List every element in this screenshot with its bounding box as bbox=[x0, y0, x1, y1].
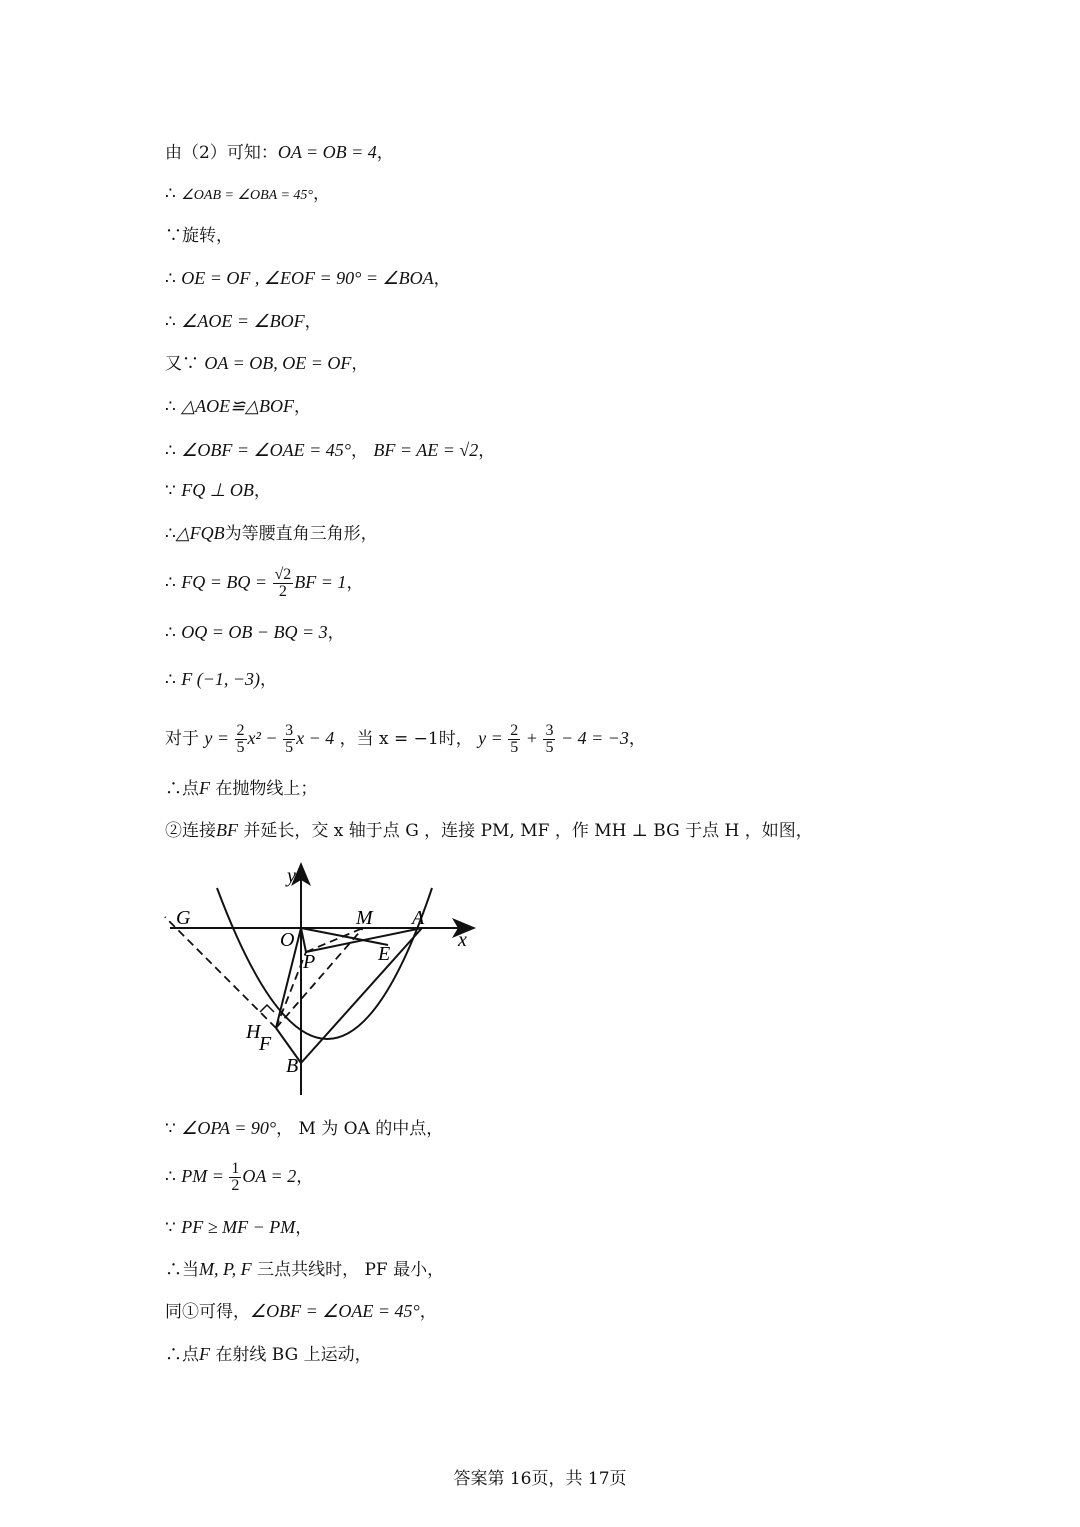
fraction bbox=[508, 723, 520, 756]
math-expr: F bbox=[199, 1344, 210, 1364]
denominator: 5 bbox=[236, 739, 245, 756]
line-prefix: ∴ bbox=[165, 573, 182, 593]
text-line-9 bbox=[165, 479, 271, 502]
line-prefix: 同①可得， bbox=[165, 1302, 250, 1322]
text-line-3 bbox=[165, 225, 233, 247]
label-e: E bbox=[378, 943, 391, 965]
label-h: H bbox=[246, 1021, 261, 1043]
line-suffix: ， bbox=[293, 397, 311, 417]
line-prefix: ∴点 bbox=[165, 779, 199, 799]
label-b: B bbox=[286, 1055, 299, 1077]
line-prefix: ∴当 bbox=[165, 1260, 199, 1280]
text-line-17 bbox=[165, 1258, 444, 1281]
right-angle-mark bbox=[260, 1005, 274, 1012]
line-prefix: ∴ bbox=[165, 397, 182, 417]
ray-bg-dashed bbox=[165, 917, 276, 1028]
text-line-15 bbox=[165, 1117, 443, 1140]
line-suffix: 三点共线时， PF 最小， bbox=[251, 1260, 445, 1280]
math-expr: y = bbox=[204, 728, 234, 748]
math-expr: PM = bbox=[181, 1166, 229, 1186]
text-line-8 bbox=[165, 439, 495, 462]
math-expr: OQ = OB − BQ = 3 bbox=[181, 622, 328, 642]
line-suffix: ， bbox=[253, 481, 271, 501]
text-line-12 bbox=[165, 668, 277, 691]
math-expr: △AOE≌△BOF bbox=[181, 396, 294, 416]
label-g: G bbox=[176, 907, 191, 929]
line-prefix: ∴ bbox=[165, 312, 182, 332]
line-suffix: ， bbox=[295, 1218, 313, 1238]
text-line-5 bbox=[165, 310, 322, 333]
line-prefix: ②连接 bbox=[165, 821, 216, 841]
math-expr: BF bbox=[216, 820, 238, 840]
math-expr: ∠OBF = ∠OAE = 45° bbox=[181, 440, 351, 460]
text-line-19 bbox=[165, 1343, 372, 1366]
numerator: 3 bbox=[545, 722, 554, 739]
line-suffix: ， bbox=[351, 354, 369, 374]
fraction bbox=[543, 723, 555, 756]
label-a: A bbox=[412, 907, 425, 929]
line-prefix: 对于 bbox=[165, 729, 205, 749]
math-expr: − 4 = −3 bbox=[556, 728, 629, 748]
math-expr: M, P, F bbox=[199, 1259, 252, 1279]
math-expr: PF ≥ MF − PM bbox=[181, 1217, 296, 1237]
denominator: 2 bbox=[278, 583, 287, 600]
math-expr: FQ ⊥ OB bbox=[181, 480, 254, 500]
text-line-13 bbox=[165, 777, 317, 800]
math-expr-bf-ae: BF = AE = √2 bbox=[373, 440, 479, 460]
denominator: 2 bbox=[231, 1177, 240, 1194]
fraction bbox=[283, 723, 295, 756]
denominator: 5 bbox=[510, 739, 519, 756]
numerator: 1 bbox=[231, 1160, 240, 1177]
fraction bbox=[229, 1161, 241, 1194]
line-prefix: ∵ bbox=[165, 481, 182, 501]
line-prefix: ∴ bbox=[165, 623, 182, 643]
math-expr: OE = OF , ∠EOF = 90° = ∠BOA bbox=[181, 268, 434, 288]
label-m: M bbox=[356, 907, 373, 929]
math-expr: + bbox=[521, 728, 543, 748]
line-prefix: ∴点 bbox=[165, 1345, 199, 1365]
line-suffix: ， bbox=[260, 670, 278, 690]
text-line-1 bbox=[165, 141, 394, 164]
label-y: y bbox=[287, 865, 296, 887]
math-expr: ∠OAB = ∠OBA = 45° bbox=[181, 188, 314, 203]
line-suffix: ， bbox=[313, 184, 331, 204]
line-prefix: 又∵ bbox=[165, 354, 205, 374]
denominator: 5 bbox=[285, 739, 294, 756]
line-prefix: ∴ bbox=[165, 1167, 182, 1187]
line-suffix: ， bbox=[296, 1167, 314, 1187]
parabola-curve bbox=[217, 888, 432, 1039]
line-suffix: ， bbox=[327, 623, 345, 643]
math-expr: BF = 1 bbox=[294, 572, 347, 592]
math-expr: ∠OBF = ∠OAE = 45° bbox=[250, 1301, 420, 1321]
text-line-parabola bbox=[165, 718, 646, 759]
numerator: 2 bbox=[510, 722, 519, 739]
line-prefix: ∴ bbox=[165, 184, 182, 204]
math-expr: △FQB bbox=[175, 523, 225, 543]
math-expr: y = bbox=[478, 728, 508, 748]
line-prefix: ∵ bbox=[165, 1218, 182, 1238]
math-expr: F (−1, −3) bbox=[181, 669, 261, 689]
line-suffix: ， bbox=[376, 143, 394, 163]
text-line-14 bbox=[165, 819, 813, 842]
numerator: 3 bbox=[285, 722, 294, 739]
fraction bbox=[235, 723, 247, 756]
math-expr: ∠AOE = ∠BOF bbox=[181, 311, 305, 331]
label-p: P bbox=[303, 951, 316, 973]
math-expr: OA = 2 bbox=[242, 1166, 297, 1186]
fraction bbox=[273, 567, 294, 600]
text-line-pm bbox=[165, 1156, 313, 1197]
line-suffix: ， bbox=[628, 729, 646, 749]
label-f: F bbox=[259, 1033, 272, 1055]
math-expr: FQ = BQ = bbox=[181, 572, 272, 592]
line-prefix: ∵旋转， bbox=[165, 226, 233, 246]
label-o: O bbox=[280, 929, 295, 951]
segment-ab bbox=[301, 928, 422, 1063]
text-line-7 bbox=[165, 395, 311, 418]
math-expr: x² − bbox=[247, 728, 283, 748]
math-expr: OA = OB, OE = OF bbox=[204, 353, 352, 373]
text-line-10 bbox=[165, 522, 378, 545]
line-suffix: 并延长，交 x 轴于点 G ，连接 PM, MF ，作 MH ⊥ BG 于点 H ，如图， bbox=[238, 821, 813, 841]
math-expr: x − 4 bbox=[296, 728, 335, 748]
label-x: x bbox=[458, 929, 467, 951]
line-prefix: ∴ bbox=[165, 441, 182, 461]
text-line-fq bbox=[165, 562, 363, 603]
math-expr: OA = OB = 4 bbox=[277, 142, 377, 162]
denominator: 5 bbox=[545, 739, 554, 756]
text-line-18 bbox=[165, 1300, 437, 1323]
line-suffix: ， bbox=[478, 441, 496, 461]
line-suffix: 在射线 BG 上运动， bbox=[210, 1345, 372, 1365]
numerator: √2 bbox=[274, 566, 292, 583]
math-expr: ∠OPA = 90° bbox=[181, 1118, 277, 1138]
line-suffix: ， M 为 OA 的中点， bbox=[276, 1119, 444, 1139]
numerator: 2 bbox=[236, 722, 245, 739]
line-middle: ，当 x = −1时， bbox=[334, 729, 479, 749]
line-suffix: ， bbox=[304, 312, 322, 332]
line-prefix: ∵ bbox=[165, 1119, 182, 1139]
text-line-4 bbox=[165, 267, 451, 290]
parabola-figure bbox=[160, 860, 490, 1100]
math-expr: F bbox=[199, 778, 210, 798]
text-line-16 bbox=[165, 1216, 312, 1239]
line-prefix: ∴ bbox=[165, 670, 182, 690]
line-suffix: ， bbox=[419, 1302, 437, 1322]
line-suffix: ， bbox=[350, 441, 368, 461]
line-prefix: ∴ bbox=[165, 524, 176, 544]
line-prefix: 由（2）可知： bbox=[165, 143, 278, 163]
page-footer: 答案第 16页，共 17页 bbox=[453, 1469, 627, 1489]
text-line-2 bbox=[165, 183, 330, 207]
text-line-11 bbox=[165, 621, 345, 644]
line-prefix: ∴ bbox=[165, 269, 182, 289]
line-suffix: ， bbox=[346, 573, 364, 593]
line-suffix: 为等腰直角三角形， bbox=[224, 524, 378, 544]
line-suffix: 在抛物线上； bbox=[210, 779, 318, 799]
text-line-6 bbox=[165, 352, 368, 375]
line-suffix: ， bbox=[433, 269, 451, 289]
